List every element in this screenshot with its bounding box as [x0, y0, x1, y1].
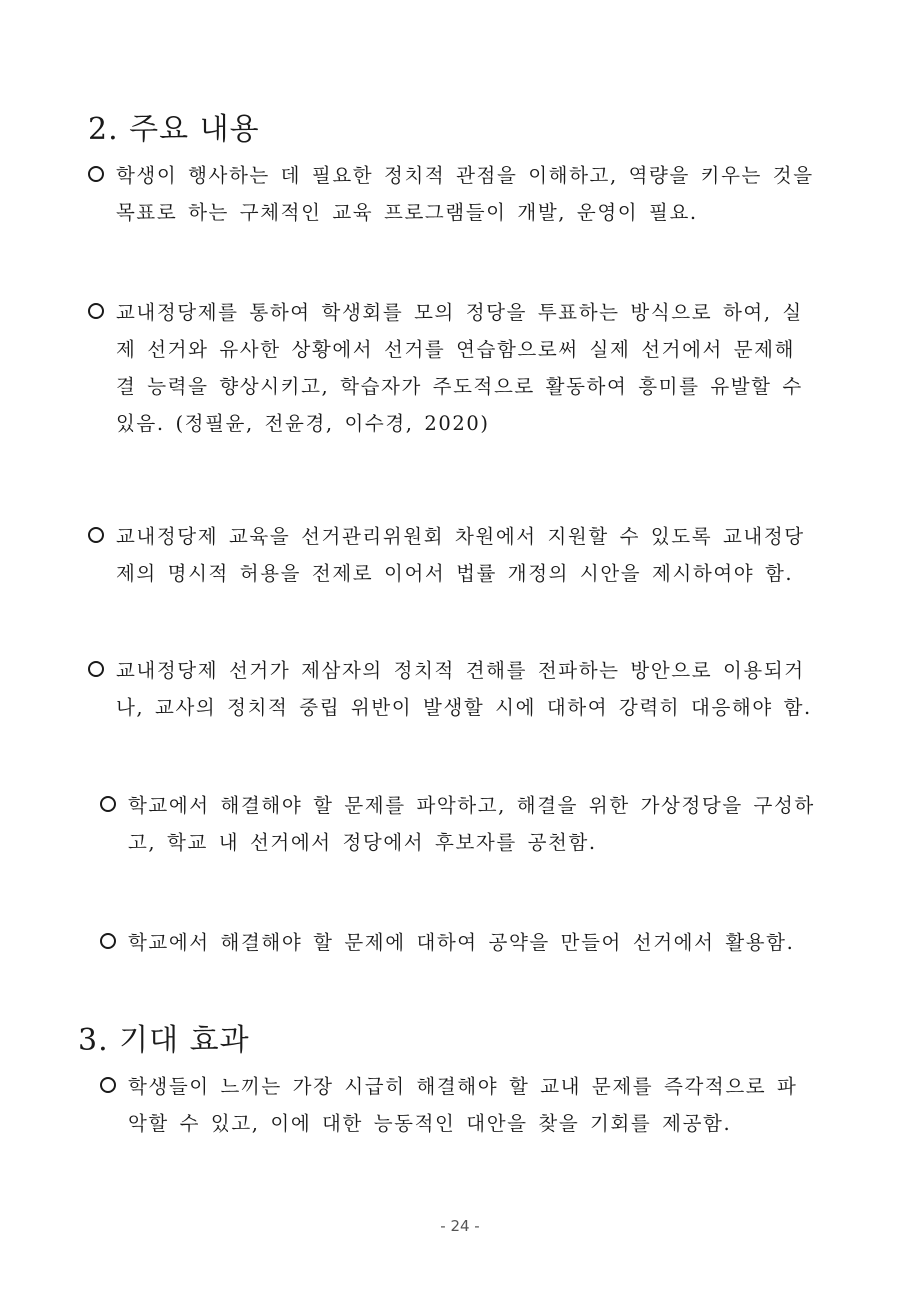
list-item — [88, 518, 833, 592]
circle-bullet-icon — [88, 527, 104, 543]
circle-bullet-icon — [100, 933, 116, 949]
item-text: 교내정당제를 통하여 학생회를 모의 정당을 투표하는 방식으로 하여, 실 제 선거와 유사한 상황에서 선거를 연습함으로써 실제 선거에서 문제해 결 능력을 향상시키고, 학습자가 주도적으로 활동하여 흥미를 유발할 수 있음. (정필윤, 전윤경, 이수경, 2020) — [116, 301, 803, 435]
item-text: 학생이 행사하는 데 필요한 정치적 관점을 이해하고, 역량을 키우는 것을 목표로 하는 구체적인 교육 프로그램들이 개발, 운영이 필요. — [116, 164, 814, 224]
item-text: 학교에서 해결해야 할 문제에 대하여 공약을 만들어 선거에서 활용함. — [128, 931, 795, 954]
section-2-heading: 2. 주요 내용 — [88, 112, 260, 147]
list-item — [88, 294, 833, 442]
item-text: 학교에서 해결해야 할 문제를 파악하고, 해결을 위한 가상정당을 구성하 고, 학교 내 선거에서 정당에서 후보자를 공천함. — [128, 794, 815, 854]
list-item — [100, 787, 833, 861]
circle-bullet-icon — [88, 303, 104, 319]
item-text: 교내정당제 교육을 선거관리위원회 차원에서 지원할 수 있도록 교내정당 제의 명시적 허용을 전제로 이어서 법률 개정의 시안을 제시하여야 함. — [116, 525, 805, 585]
list-item — [100, 1068, 833, 1142]
circle-bullet-icon — [88, 166, 104, 182]
section-3-heading: 3. 기대 효과 — [78, 1023, 250, 1058]
circle-bullet-icon — [100, 796, 116, 812]
circle-bullet-icon — [100, 1077, 116, 1093]
item-text: 학생들이 느끼는 가장 시급히 해결해야 할 교내 문제를 즉각적으로 파 악할 수 있고, 이에 대한 능동적인 대안을 찾을 기회를 제공함. — [128, 1075, 798, 1135]
list-item — [88, 652, 833, 726]
circle-bullet-icon — [88, 661, 104, 677]
item-text: 교내정당제 선거가 제삼자의 정치적 견해를 전파하는 방안으로 이용되거 나, 교사의 정치적 중립 위반이 발생할 시에 대하여 강력히 대응해야 함. — [116, 659, 812, 719]
list-item — [100, 924, 833, 961]
page-number: - 24 - — [440, 1217, 480, 1235]
list-item — [88, 157, 833, 231]
